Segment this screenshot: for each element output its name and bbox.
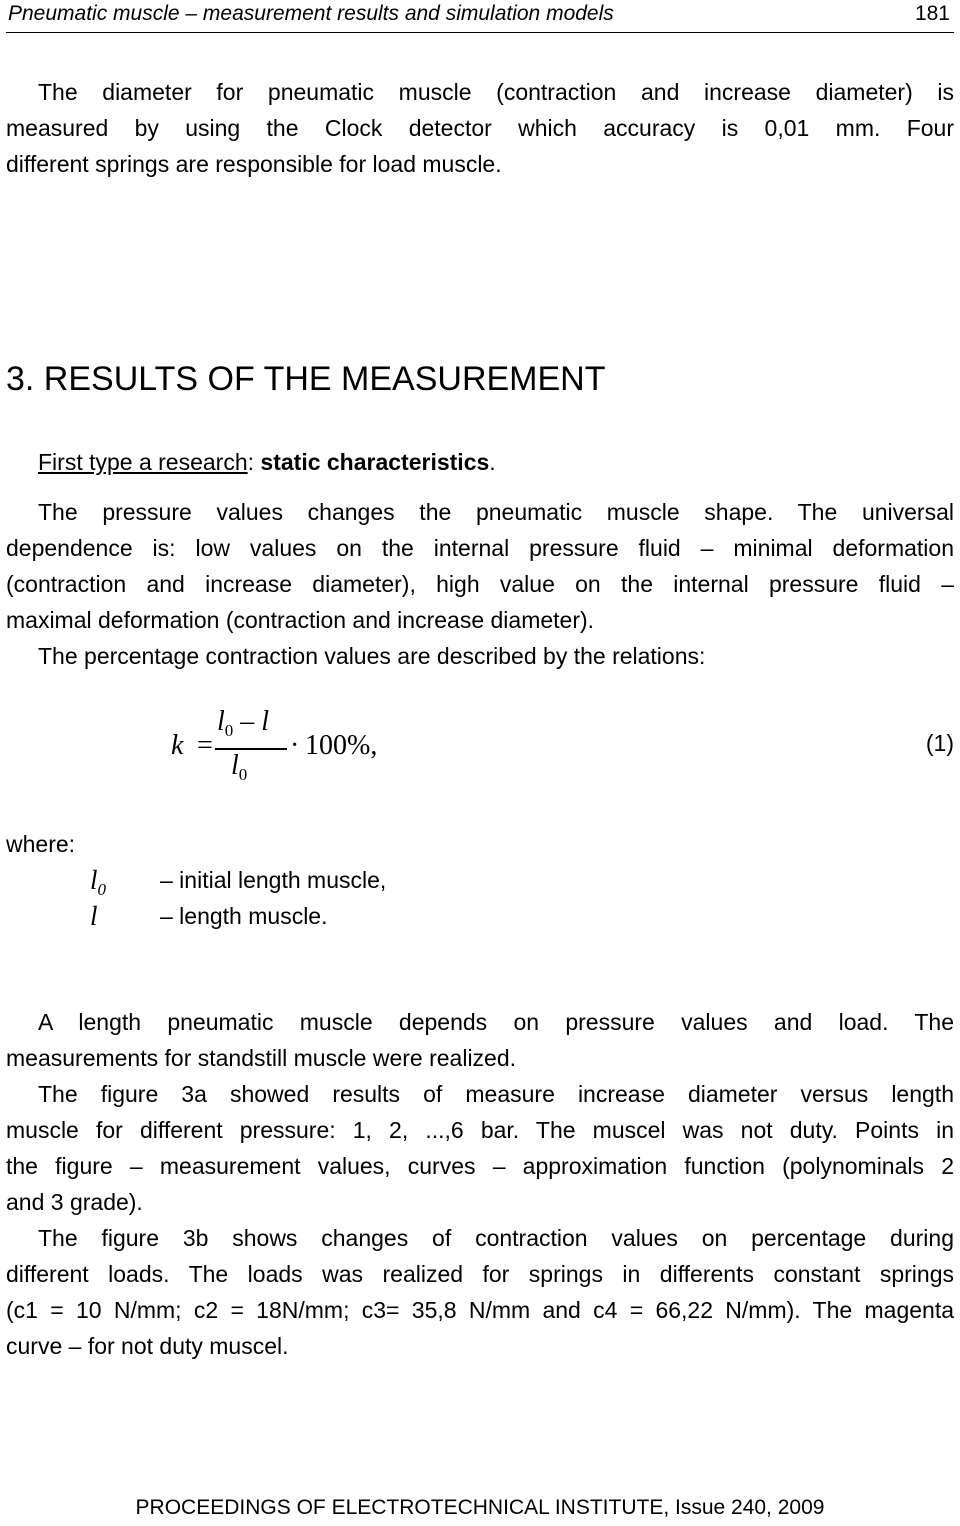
para-line: curve – for not duty muscel. bbox=[6, 1333, 289, 1359]
section-heading: 3. RESULTS OF THE MEASUREMENT bbox=[6, 360, 606, 398]
symbol-l0: $l_0$ bbox=[90, 865, 107, 899]
paragraph-length bbox=[6, 1004, 954, 1364]
formula-percent: 100%, bbox=[305, 730, 378, 761]
para-line: The percentage contraction values are described by the relations: bbox=[38, 643, 706, 669]
formula-numerator: $l_0$ – l bbox=[217, 706, 270, 740]
para-line: The figure 3a showed results of measure increase diameter versus length bbox=[38, 1081, 954, 1107]
para-line: and 3 grade). bbox=[6, 1189, 143, 1215]
formula-times: · bbox=[290, 730, 300, 761]
formula-contraction bbox=[165, 706, 425, 796]
research-sep: : bbox=[247, 449, 261, 475]
intro-line: measured by using the Clock detector which accuracy is 0,01 mm. Four bbox=[6, 115, 954, 141]
where-label: where: bbox=[6, 831, 76, 857]
intro-line: The diameter for pneumatic muscle (contraction and increase diameter) is bbox=[38, 79, 954, 105]
running-header bbox=[6, 0, 954, 33]
para-line: The pressure values changes the pneumatic muscle shape. The universal bbox=[38, 499, 954, 525]
formula-lhs: k bbox=[171, 730, 184, 761]
formula-denominator: $l_0$ bbox=[231, 750, 248, 784]
research-end: . bbox=[489, 449, 496, 475]
page-number: 181 bbox=[914, 2, 950, 25]
research-type-line bbox=[6, 444, 954, 480]
para-line: A length pneumatic muscle depends on pressure values and load. The bbox=[38, 1009, 954, 1035]
para-line: maximal deformation (contraction and increase diameter). bbox=[6, 607, 595, 633]
para-line: (c1 = 10 N/mm; c2 = 18N/mm; c3= 35,8 N/mm and c4 = 66,22 N/mm). The magenta bbox=[6, 1297, 954, 1323]
para-line: (contraction and increase diameter), high value on the internal pressure fluid – bbox=[6, 571, 954, 597]
footer-citation: PROCEEDINGS OF ELECTROTECHNICAL INSTITUTE, Issue 240, 2009 bbox=[135, 1496, 825, 1519]
paragraph-pressure bbox=[6, 494, 954, 674]
research-value: static characteristics bbox=[260, 449, 490, 475]
research-label: First type a research bbox=[38, 449, 248, 475]
intro-line: different springs are responsible for load muscle. bbox=[6, 151, 502, 177]
equation-number: (1) bbox=[925, 730, 954, 756]
para-line: muscle for different pressure: 1, 2, ...,6 bar. The muscel was not duty. Points in bbox=[6, 1117, 954, 1143]
intro-paragraph bbox=[6, 74, 954, 182]
header-title: Pneumatic muscle – measurement results and simulation models bbox=[8, 2, 614, 25]
para-line: different loads. The loads was realized for springs in differents constant springs bbox=[6, 1261, 954, 1287]
formula-equals: = bbox=[197, 730, 213, 761]
para-line: The figure 3b shows changes of contraction values on percentage during bbox=[38, 1225, 954, 1251]
definition-l0: – initial length muscle, bbox=[160, 867, 387, 893]
para-line: the figure – measurement values, curves – approximation function (polynominals 2 bbox=[6, 1153, 954, 1179]
fraction-bar bbox=[215, 748, 287, 750]
para-line: dependence is: low values on the internal pressure fluid – minimal deformation bbox=[6, 535, 954, 561]
definition-l: – length muscle. bbox=[160, 903, 328, 929]
para-line: measurements for standstill muscle were realized. bbox=[6, 1045, 517, 1071]
symbol-l: l bbox=[90, 901, 98, 931]
